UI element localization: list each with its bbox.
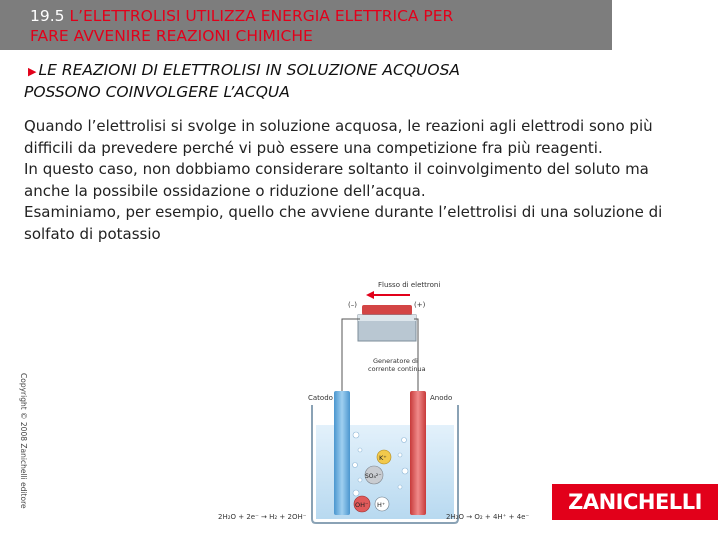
wire-cathode: [342, 319, 360, 393]
anode-equation: 2H₂O → O₂ + 4H⁺ + 4e⁻: [446, 513, 530, 521]
subtitle-text-2: POSSONO COINVOLGERE L’ACQUA: [24, 83, 290, 101]
cathode-electrode: [334, 391, 350, 515]
paragraph-1: Quando l’elettrolisi si svolge in soluzione acquosa, le reazioni agli elettrodi sono più difficili da prevedere perché vi può essere una competizione fra più reagenti.: [24, 117, 653, 157]
ion-h-label: H⁺: [377, 501, 386, 509]
paragraph-3: Esaminiamo, per esempio, quello che avviene durante l’elettrolisi di una soluzione di solfato di potassio: [24, 203, 663, 243]
title-line-1: [30, 6, 612, 26]
title-text-1: L’ELETTROLISI UTILIZZA ENERGIA ELETTRICA PER: [69, 7, 454, 25]
plus-label: (+): [414, 301, 426, 309]
body-text: [24, 116, 694, 246]
generator-label-1: Generatore di: [373, 357, 418, 365]
minus-label: (–): [348, 301, 357, 309]
title-text-2: FARE AVVENIRE REAZIONI CHIMICHE: [30, 27, 313, 45]
bullet-arrow-icon: ▶: [28, 65, 37, 78]
anode-label: Anodo: [430, 394, 453, 402]
section-number: 19.5: [30, 7, 65, 25]
ion-oh: [354, 496, 370, 512]
title-bar: [0, 0, 612, 50]
copyright-notice: Copyright © 2008 Zanichelli editore: [19, 373, 28, 509]
anode-electrode: [410, 391, 426, 515]
zanichelli-logo: ZANICHELLI: [552, 484, 718, 520]
generator-label-2: corrente continua: [368, 365, 426, 373]
subtitle: [24, 60, 664, 103]
ion-so4: [365, 466, 383, 484]
cathode-label: Catodo: [308, 394, 333, 402]
electron-flow-label: Flusso di elettroni: [378, 281, 441, 289]
electron-flow-arrowhead-icon: [366, 291, 374, 299]
electrolysis-diagram: [210, 275, 555, 525]
ion-h: [375, 497, 389, 511]
battery-icon: [358, 305, 416, 341]
ion-so4-label: SO₄²⁻: [365, 473, 382, 480]
ion-oh-label: OH⁻: [355, 501, 369, 509]
subtitle-text-1: LE REAZIONI DI ELETTROLISI IN SOLUZIONE ACQUOSA: [38, 61, 461, 79]
paragraph-2: In questo caso, non dobbiamo considerare soltanto il coinvolgimento del soluto ma anche la possibile ossidazione o riduzione dell’acqua.: [24, 160, 649, 200]
subtitle-line-1: [24, 60, 664, 82]
cathode-equation: 2H₂O + 2e⁻ → H₂ + 2OH⁻: [218, 513, 307, 521]
ion-k: [377, 450, 391, 464]
title-line-2: [30, 26, 612, 46]
electrolysis-figure: [210, 275, 555, 525]
ion-k-label: K⁺: [379, 454, 387, 462]
